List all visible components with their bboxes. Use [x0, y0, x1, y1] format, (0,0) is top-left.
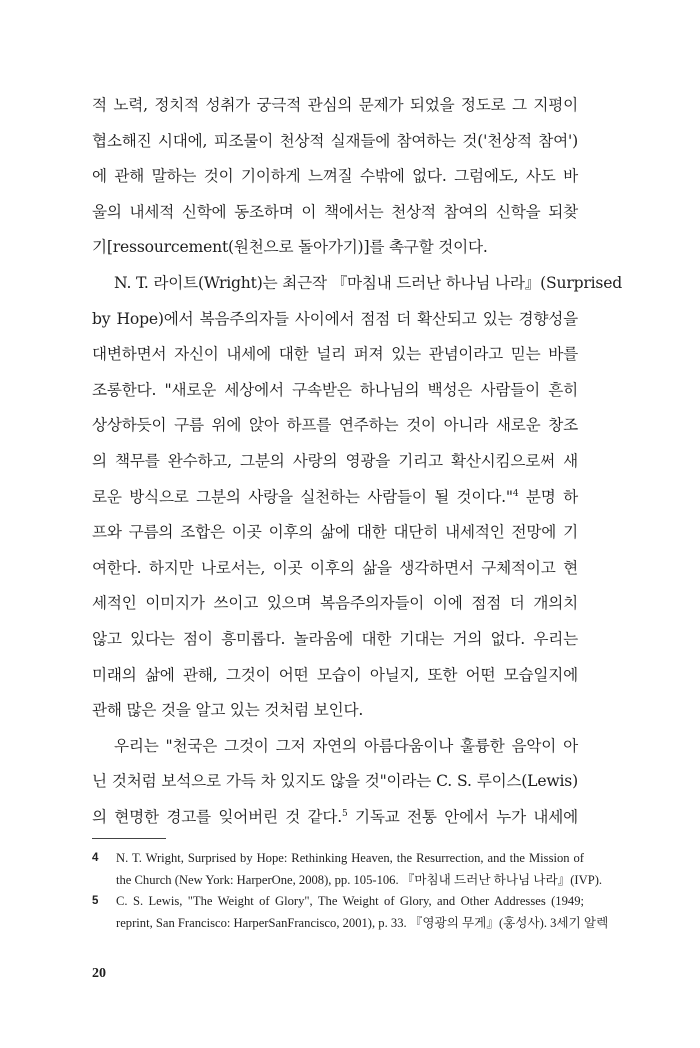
text-segment: 로운 방식으로 그분의 사랑을 실천하는 사람들이 될 것이다."	[92, 487, 513, 506]
footnote-marker[interactable]: 5	[342, 808, 348, 819]
text-line: 여한다. 하지만 나로서는, 이곳 이후의 삶을 생각하면서 구체적이고 현	[92, 558, 578, 577]
footnote-4	[92, 848, 603, 891]
footnote-line: reprint, San Francisco: HarperSanFrancisco, 2001), p. 33. 『영광의 무게』(홍성사). 3세기 알렉	[116, 915, 609, 930]
text-line: 협소해진 시대에, 피조물이 천상적 실재들에 참여하는 것('천상적 참여')	[92, 131, 578, 150]
text-line: 우리는 "천국은 그것이 그저 자연의 아름다움이나 훌륭한 음악이 아	[114, 736, 578, 755]
text-line: 울의 내세적 신학에 동조하며 이 책에서는 천상적 참여의 신학을 되찾	[92, 202, 578, 221]
body-text	[92, 88, 623, 835]
text-line: 대변하면서 자신이 내세에 대한 널리 퍼져 있는 관념이라고 믿는 바를	[92, 345, 578, 364]
text-segment: 분명 하	[518, 487, 578, 506]
text-line: 상상하듯이 구름 위에 앉아 하프를 연주하는 것이 아니라 새로운 창조	[92, 416, 578, 435]
footnote-line: C. S. Lewis, "The Weight of Glory", The Weight of Glory, and Other Addresses (1949;	[116, 894, 584, 908]
text-line: 프와 구름의 조합은 이곳 이후의 삶에 대한 대단히 내세적인 전망에 기	[92, 523, 578, 542]
text-line: 에 관해 말하는 것이 기이하게 느껴질 수밖에 없다. 그럼에도, 사도 바	[92, 167, 578, 186]
text-line: 미래의 삶에 관해, 그것이 어떤 모습이 아닐지, 또한 어떤 모습일지에	[92, 665, 578, 684]
footnote-5	[92, 891, 609, 934]
text-line: 조롱한다. "새로운 세상에서 구속받은 하나님의 백성은 사람들이 흔히	[92, 380, 578, 399]
text-line: 의 책무를 완수하고, 그분의 사랑의 영광을 기리고 확산시킴으로써 새	[92, 451, 578, 470]
footnote-marker[interactable]: 4	[512, 488, 519, 499]
text-line: 기[ressourcement(원천으로 돌아가기)]를 촉구할 것이다.	[92, 238, 488, 257]
footnote-line: the Church (New York: HarperOne, 2008), pp. 105-106. 『마침내 드러난 하나님 나라』(IVP).	[116, 872, 603, 887]
footnote-number: 4	[92, 852, 99, 864]
text-line: 않고 있다는 점이 흥미롭다. 놀라움에 대한 기대는 거의 없다. 우리는	[92, 629, 578, 648]
text-line: 세적인 이미지가 쓰이고 있으며 복음주의자들이 이에 점점 더 개의치	[92, 594, 578, 613]
text-line: by Hope)에서 복음주의자들 사이에서 점점 더 확산되고 있는 경향성을	[92, 309, 578, 328]
footnotes	[92, 848, 609, 934]
text-line: 닌 것처럼 보석으로 가득 차 있지도 않을 것"이라는 C. S. 루이스(Lewis)	[92, 772, 578, 791]
footnote-line: N. T. Wright, Surprised by Hope: Rethinking Heaven, the Resurrection, and the Mission of	[116, 851, 584, 865]
text-line	[92, 800, 578, 836]
footnote-number: 5	[92, 895, 99, 907]
text-line: 관해 많은 것을 알고 있는 것처럼 보인다.	[92, 701, 364, 720]
footnote-divider	[92, 838, 166, 839]
text-line	[92, 480, 578, 516]
text-segment: 의 현명한 경고를 잊어버린 것 같다.	[92, 807, 343, 826]
text-segment: 기독교 전통 안에서 누가 내세에	[347, 807, 578, 826]
text-line: 적 노력, 정치적 성취가 궁극적 관심의 문제가 되었을 정도로 그 지평이	[92, 96, 578, 114]
text-line: N. T. 라이트(Wright)는 최근작 『마침내 드러난 하나님 나라』(Surprised	[114, 273, 623, 292]
page-number: 20	[92, 966, 106, 981]
